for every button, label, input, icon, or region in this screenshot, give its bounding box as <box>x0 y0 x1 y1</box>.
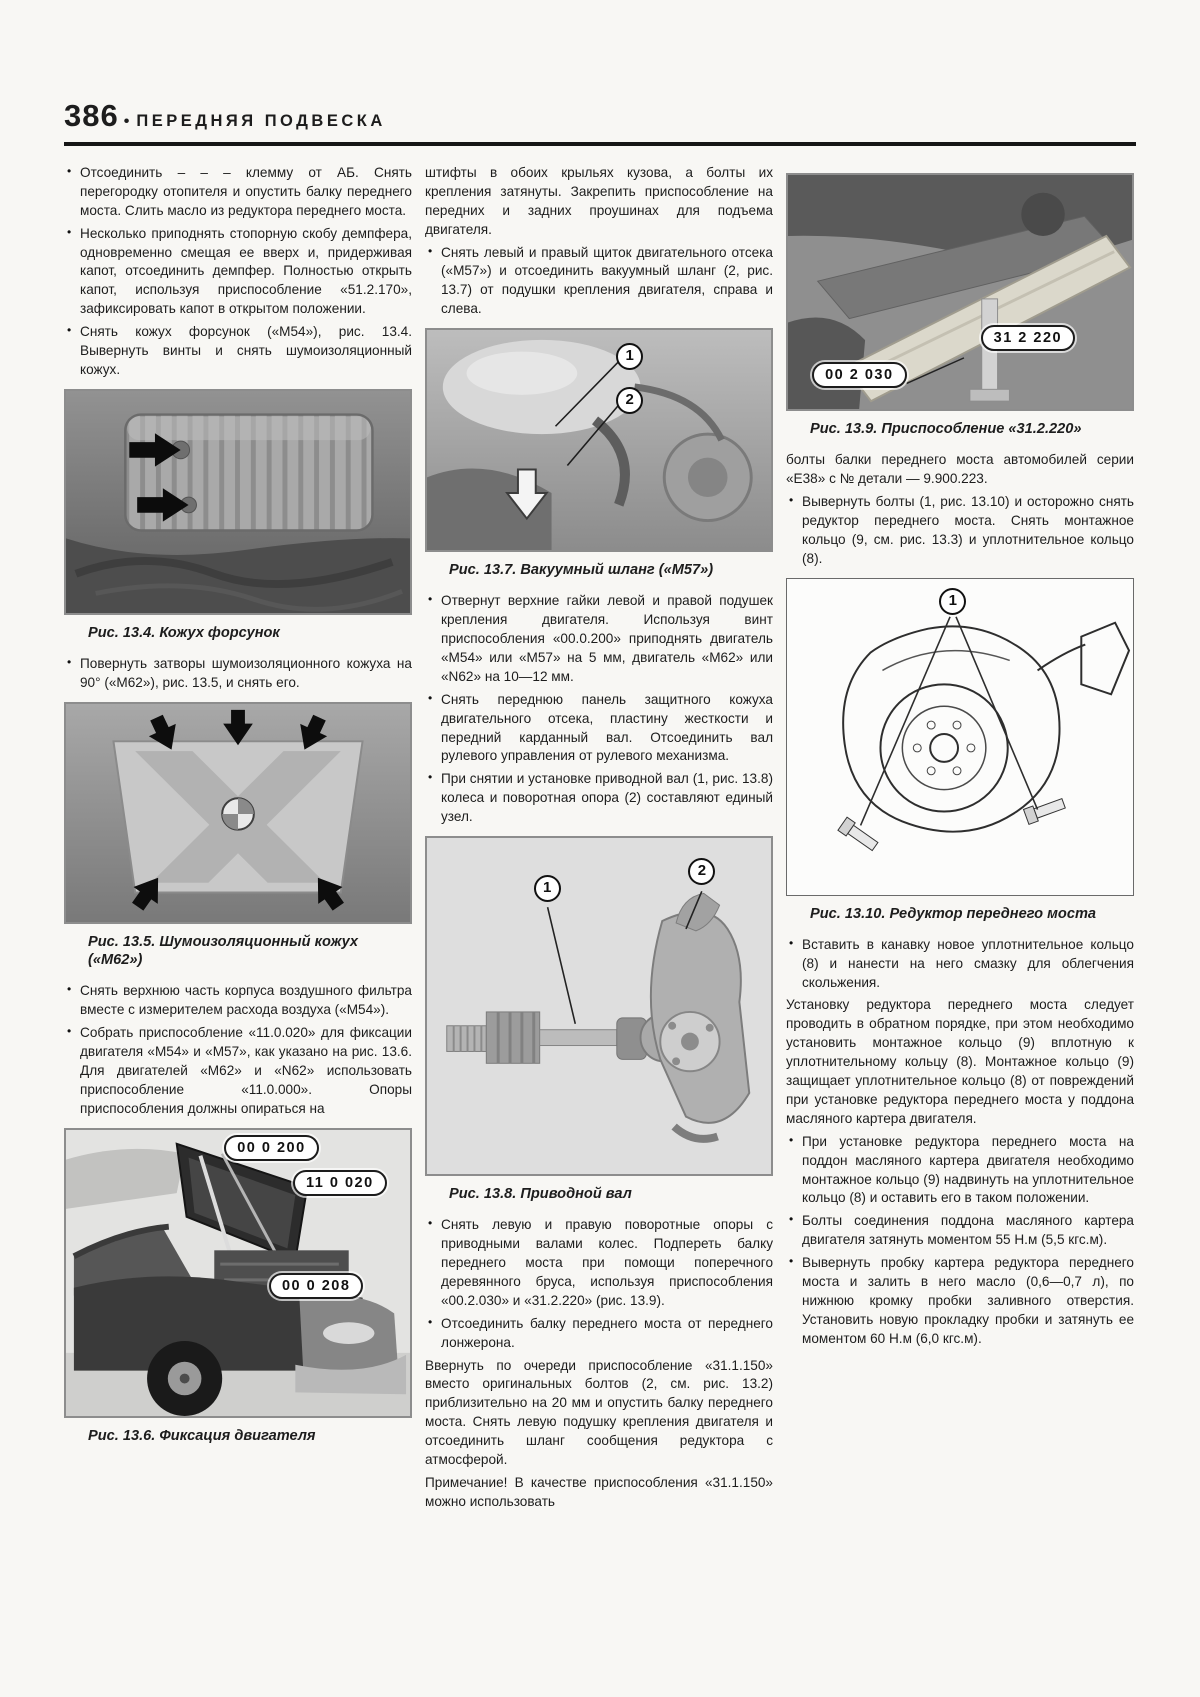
instruction-bullet: • Снять левый и правый щиток двигательного отсека («М57») и отсоединить вакуумный шланг (2, рис. 13.7) от подушки крепления двигателя, справа и слева. <box>425 244 773 320</box>
cv-boot <box>486 1012 539 1063</box>
figure-13-6-caption: Рис. 13.6. Фиксация двигателя <box>88 1427 316 1444</box>
figure-13-9 <box>786 173 1134 411</box>
instruction-bullet: • Снять переднюю панель защитного кожуха двигательного отсека, пластину жесткости и передний карданный вал. Отсоединить вал рулевого управления от рулевого механизма. <box>425 691 773 767</box>
callout-2: 2 <box>616 387 643 414</box>
instruction-continuation: штифты в обоих крыльях кузова, а болты их крепления затянуты. Закрепить приспособление на передних и задних проушинах для подъема двигателя. <box>425 165 773 237</box>
figure-13-10-caption: Рис. 13.10. Редуктор переднего моста <box>810 905 1097 922</box>
figure-13-5-caption: Рис. 13.5. Шумоизоляционный кожух («М62») <box>88 933 359 969</box>
figure-13-7 <box>425 328 773 552</box>
instruction-bullet: • Вставить в канавку новое уплотнительное кольцо (8) и нанести на него смазку для облегчения скольжения. <box>786 936 1134 993</box>
tool-label: 00 0 200 <box>224 1135 318 1161</box>
bmw-roundel-icon <box>222 798 254 829</box>
instruction-continuation: болты балки переднего моста автомобилей серии «Е38» с № детали — 9.900.223. <box>786 452 1134 487</box>
page-number: 386 <box>64 98 119 133</box>
column-middle <box>425 164 773 1516</box>
instruction-bullet: • Повернуть затворы шумоизоляционного кожуха на 90° («М62»), рис. 13.5, и снять его. <box>64 655 412 693</box>
figure-13-7-caption: Рис. 13.7. Вакуумный шланг («М57») <box>449 562 714 579</box>
figure-13-4-caption: Рис. 13.4. Кожух форсунок <box>88 624 280 641</box>
instruction-bullet: • Снять левую и правую поворотные опоры с приводными валами колес. Подпереть балку переднего моста при помощи поперечного деревянного бруса, используя приспособления «00.2.030» и «31.2.220» (рис. 13.9). <box>425 1216 773 1310</box>
figure-13-8 <box>425 836 773 1176</box>
header-separator-dot: • <box>123 113 130 130</box>
figure-13-8-caption: Рис. 13.8. Приводной вал <box>449 1186 632 1203</box>
vacuum-hose-photo <box>427 330 771 550</box>
front-axle-gearbox-drawing <box>787 579 1133 895</box>
page-header <box>64 98 1136 134</box>
figure-13-5 <box>64 702 412 924</box>
instruction-bullet: • Отсоединить балку переднего моста от переднего лонжерона. <box>425 1315 773 1353</box>
instruction-bullet: • При установке редуктора переднего моста на поддон масляного картера двигателя необходимо монтажное кольцо (9) надвинуть на уплотнительное кольцо (8) и оставить его в таком положении. <box>786 1133 1134 1209</box>
drive-shaft-drawing <box>427 838 771 1174</box>
instruction-bullet: • Несколько приподнять стопорную скобу демпфера, одновременно смещая ее вверх и, придерживая капот, отсоединить демпфер. Полностью открыть капот, используя приспособление «51.2.170», зафиксировать капот в открытом положении. <box>64 225 412 319</box>
instruction-bullet: • Вывернуть болты (1, рис. 13.10) и осторожно снять редуктор переднего моста. Снять монтажное кольцо (9, см. рис. 13.3) и уплотнительное кольцо (8). <box>786 493 1134 569</box>
tool-label: 00 0 208 <box>269 1273 363 1299</box>
note-paragraph: Примечание! В качестве приспособления «31.1.150» можно использовать <box>425 1474 773 1509</box>
tool-label: 31 2 220 <box>981 325 1075 351</box>
axle-shaft <box>540 1030 617 1046</box>
callout-1: 1 <box>534 875 561 902</box>
instruction-paragraph: Установку редуктора переднего моста следует проводить в обратном порядке, при этом необходимо установить монтажное кольцо (9) вплотную к уплотнительному кольцу (8). Монтажное кольцо (9) защищает уплотнительное кольцо (8) от повреждений при установке редуктора переднего моста у поддона масляного картера двигателя. <box>786 997 1134 1126</box>
instruction-bullet: • Снять верхнюю часть корпуса воздушного фильтра вместе с измерителем расхода воздуха («М54»). <box>64 982 412 1020</box>
instruction-bullet: • Снять кожух форсунок («М54»), рис. 13.4. Вывернуть винты и снять шумоизоляционный кожух. <box>64 323 412 380</box>
engine-injector-cover-photo <box>66 391 410 613</box>
header-rule <box>64 142 1136 146</box>
instruction-bullet: • Отвернут верхние гайки левой и правой подушек крепления двигателя. Используя винт приспособления «00.0.200» приподнять двигатель «М54» или «М57» на 5 мм, двигатель «М62» или «N62» на 10—12 мм. <box>425 592 773 686</box>
instruction-bullet: • Собрать приспособление «11.0.020» для фиксации двигателя «М54» и «М57», как указано на рис. 13.6. Для двигателей «М62» и «N62» использовать приспособление «11.0.000». Опоры приспособления должны опираться на <box>64 1024 412 1118</box>
figure-13-6 <box>64 1128 412 1418</box>
instruction-bullet: • Отсоединить – – – клемму от АБ. Снять перегородку отопителя и опустить балку переднего моста. Слить масло из редуктора переднего моста. <box>64 164 412 221</box>
section-title: ПЕРЕДНЯЯ ПОДВЕСКА <box>136 112 386 130</box>
instruction-paragraph: Ввернуть по очереди приспособление «31.1.150» вместо оригинальных болтов (2, см. рис. 13.2) приблизительно на 20 мм и опустить балку переднего моста. Снять левую подушку крепления двигателя и отсоединить шланг сообщения редуктора с атмосферой. <box>425 1357 773 1467</box>
callout-2: 2 <box>688 858 715 885</box>
callout-1: 1 <box>939 588 966 615</box>
instruction-bullet: • При снятии и установке приводной вал (1, рис. 13.8) колеса и поворотная опора (2) составляют единый узел. <box>425 770 773 827</box>
instruction-bullet: • Вывернуть пробку картера редуктора переднего моста и залить в него масло (0,6—0,7 л), по нижнюю кромку пробки заливного отверстия. Установить новую прокладку пробки и затянуть ее моментом 60 Н.м (6,0 кгс.м). <box>786 1254 1134 1348</box>
column-right <box>786 164 1134 1516</box>
tool-label: 11 0 020 <box>293 1170 387 1196</box>
callout-1: 1 <box>616 343 643 370</box>
figure-13-9-caption: Рис. 13.9. Приспособление «31.2.220» <box>810 421 1082 437</box>
figure-13-4 <box>64 389 412 615</box>
content-columns <box>64 164 1136 1516</box>
instruction-bullet: • Болты соединения поддона масляного картера двигателя затянуть моментом 55 Н.м (5,5 кгс.м). <box>786 1212 1134 1250</box>
tool-label: 00 2 030 <box>812 362 906 388</box>
figure-13-10 <box>786 578 1134 896</box>
noise-insulation-cover-photo <box>66 704 410 922</box>
column-left <box>64 164 412 1516</box>
